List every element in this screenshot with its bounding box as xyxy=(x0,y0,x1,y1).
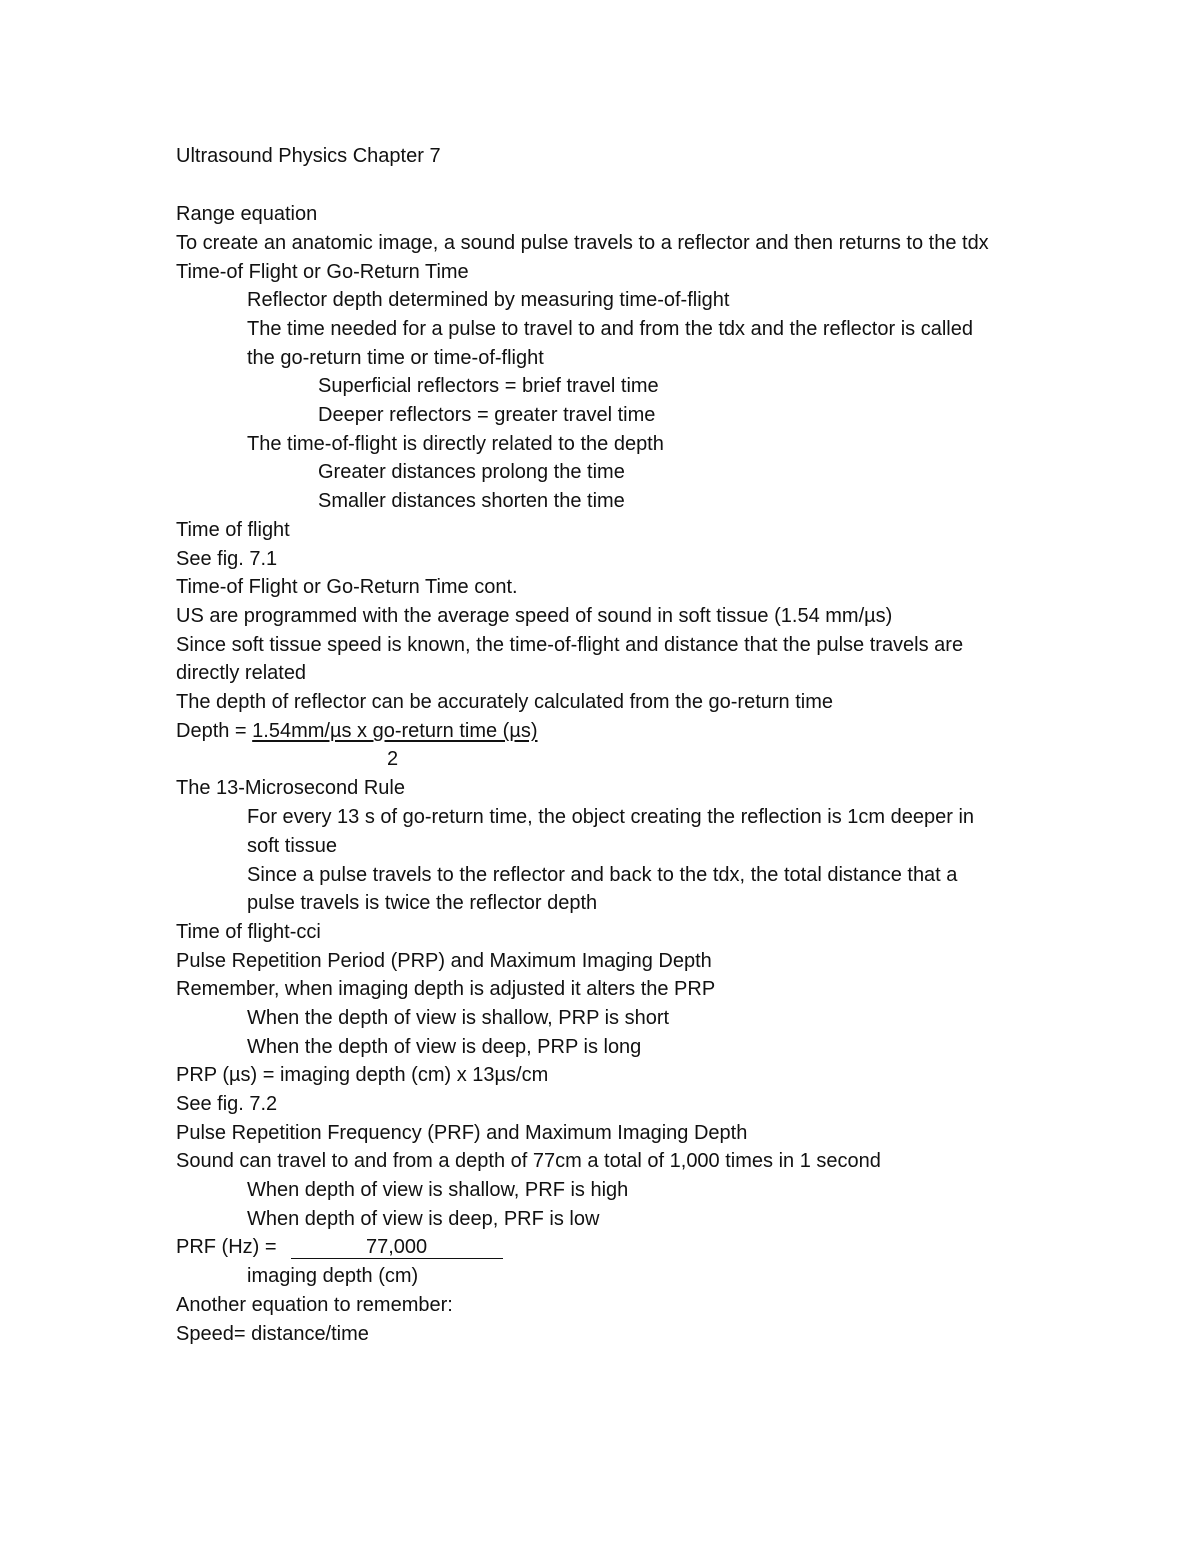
prp-equation: PRP (µs) = imaging depth (cm) x 13µs/cm xyxy=(176,1064,549,1086)
text-line: When the depth of view is shallow, PRP is short xyxy=(247,1007,670,1029)
section-heading: Time-of Flight or Go-Return Time xyxy=(176,261,469,283)
text-line: The depth of reflector can be accurately calculated from the go-return time xyxy=(176,691,834,713)
section-heading: Pulse Repetition Period (PRP) and Maximum Imaging Depth xyxy=(176,950,712,972)
text-line: When depth of view is shallow, PRF is high xyxy=(247,1179,629,1201)
depth-equation-numerator: 1.54mm/µs x go-return time (µs) xyxy=(252,720,538,742)
text-line: The time needed for a pulse to travel to and from the tdx and the reflector is called xyxy=(247,318,973,340)
figure-reference: See fig. 7.2 xyxy=(176,1093,278,1115)
text-line: Another equation to remember: xyxy=(176,1294,453,1316)
text-line: the go-return time or time-of-flight xyxy=(247,347,544,369)
text-line: For every 13 s of go-return time, the object creating the reflection is 1cm deeper in xyxy=(247,806,975,828)
text-line: When depth of view is deep, PRF is low xyxy=(247,1208,600,1230)
depth-equation-label: Depth = xyxy=(176,720,253,742)
text-line: Reflector depth determined by measuring time-of-flight xyxy=(247,289,730,311)
text-line: Greater distances prolong the time xyxy=(318,461,625,483)
text-line: Superficial reflectors = brief travel time xyxy=(318,375,659,397)
section-heading: Range equation xyxy=(176,203,318,225)
prf-equation xyxy=(176,1233,503,1261)
section-heading: Time-of Flight or Go-Return Time cont. xyxy=(176,576,518,598)
text-line: The time-of-flight is directly related to the depth xyxy=(247,433,664,455)
text-line: Remember, when imaging depth is adjusted it alters the PRP xyxy=(176,978,716,1000)
text-line: pulse travels is twice the reflector depth xyxy=(247,892,598,914)
text-line: US are programmed with the average speed of sound in soft tissue (1.54 mm/µs) xyxy=(176,605,893,627)
page-title: Ultrasound Physics Chapter 7 xyxy=(176,145,441,167)
section-heading: The 13-Microsecond Rule xyxy=(176,777,405,799)
speed-equation: Speed= distance/time xyxy=(176,1323,369,1345)
depth-equation xyxy=(176,717,538,745)
text-line: directly related xyxy=(176,662,307,684)
section-heading: Time of flight xyxy=(176,519,290,541)
text-line: Deeper reflectors = greater travel time xyxy=(318,404,656,426)
text-line: Since soft tissue speed is known, the time-of-flight and distance that the pulse travels are xyxy=(176,634,964,656)
text-line: When the depth of view is deep, PRP is long xyxy=(247,1036,642,1058)
text-line: Since a pulse travels to the reflector and back to the tdx, the total distance that a xyxy=(247,864,958,886)
section-heading: Pulse Repetition Frequency (PRF) and Maximum Imaging Depth xyxy=(176,1122,748,1144)
text-line: Sound can travel to and from a depth of 77cm a total of 1,000 times in 1 second xyxy=(176,1150,881,1172)
text-line: Smaller distances shorten the time xyxy=(318,490,625,512)
prf-equation-label: PRF (Hz) = xyxy=(176,1236,277,1258)
figure-reference: See fig. 7.1 xyxy=(176,548,278,570)
section-heading: Time of flight-cci xyxy=(176,921,321,943)
text-line: To create an anatomic image, a sound pulse travels to a reflector and then returns to the tdx xyxy=(176,232,989,254)
text-line: soft tissue xyxy=(247,835,338,857)
prf-equation-numerator: 77,000 xyxy=(291,1236,503,1259)
depth-equation-denominator: 2 xyxy=(387,748,399,770)
prf-equation-denominator: imaging depth (cm) xyxy=(247,1265,419,1287)
